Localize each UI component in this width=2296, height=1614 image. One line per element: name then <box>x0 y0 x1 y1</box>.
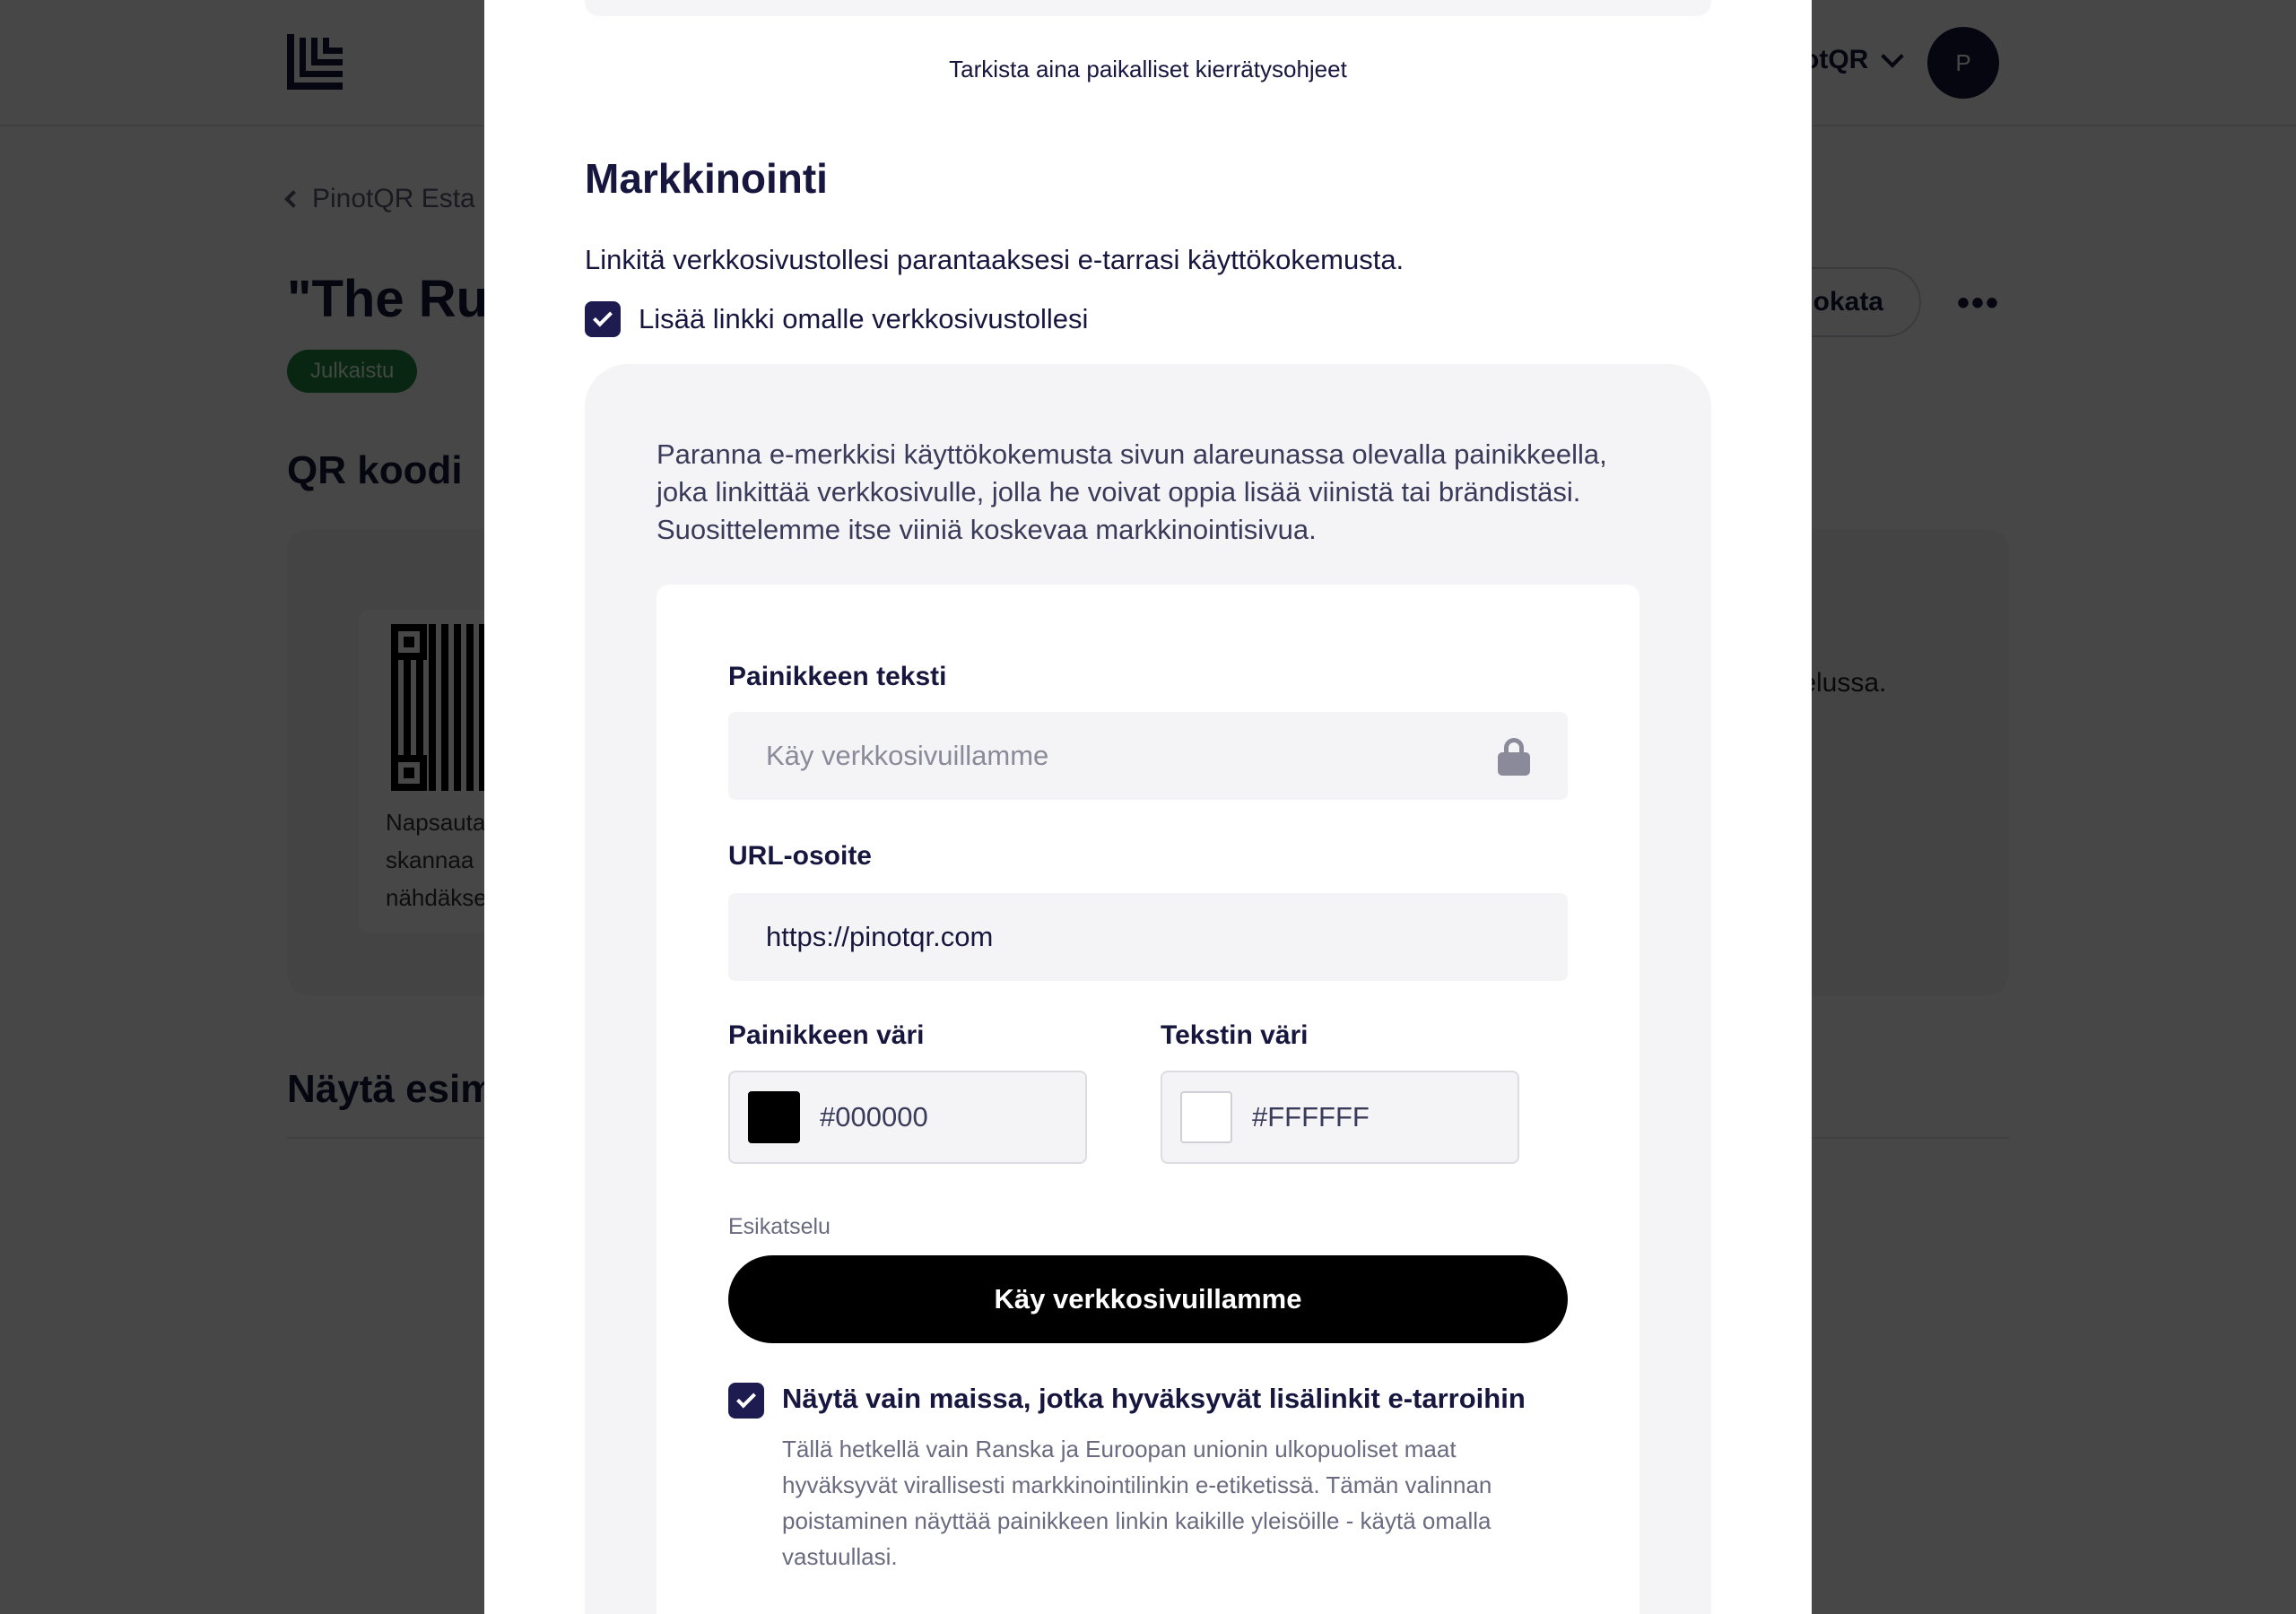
button-color-value: #000000 <box>820 1101 928 1132</box>
recycling-note: Tarkista aina paikalliset kierrätysohjeet <box>949 56 1347 82</box>
checkbox-checked[interactable] <box>728 1383 764 1419</box>
url-value: https://pinotqr.com <box>766 921 994 952</box>
countries-checkbox-description: Tällä hetkellä vain Ranska ja Euroopan unionin ulkopuoliset maat hyväksyvät virallisesti markkinointilinkin e-etiketissä. Tämän valinnan poistaminen näyttää painikkeen linkin kaikille yleisöille - käytä omalla vastuullasi. <box>782 1436 1492 1570</box>
section-description: Linkitä verkkosivustollesi parantaaksesi e-tarrasi käyttökokemusta. <box>585 244 1405 275</box>
section-title: Markkinointi <box>585 155 828 202</box>
button-settings-card <box>657 585 1639 1614</box>
checkbox-label[interactable]: Lisää linkki omalle verkkosivustollesi <box>639 303 1089 334</box>
countries-only-checkbox[interactable] <box>728 1383 764 1419</box>
checkmark-icon <box>736 1389 756 1409</box>
panel-description: Paranna e-merkkisi käyttökokemusta sivun alareunassa olevalla painikkeella, joka linkittää verkkosivulle, jolla he voivat oppia lisää viinistä tai brändistäsi. Suosittelemme itse viiniä koskevaa markkinointisivua. <box>657 438 1607 545</box>
button-text-placeholder: Käy verkkosivuillamme <box>766 740 1049 771</box>
button-text-input <box>728 712 1568 800</box>
preview-button[interactable]: Käy verkkosivuillamme <box>728 1255 1568 1343</box>
url-label: URL-osoite <box>728 841 872 871</box>
marketing-modal <box>484 0 1812 1614</box>
url-input[interactable] <box>728 893 1568 981</box>
lock-icon <box>1498 738 1530 774</box>
color-swatch[interactable] <box>748 1091 800 1143</box>
button-color-input[interactable] <box>728 1071 1087 1164</box>
previous-section-panel <box>585 0 1711 16</box>
checkmark-icon <box>593 308 613 327</box>
checkbox-checked[interactable] <box>585 301 621 337</box>
text-color-value: #FFFFFF <box>1252 1101 1370 1132</box>
preview-label: Esikatselu <box>728 1214 831 1239</box>
color-swatch[interactable] <box>1180 1091 1232 1143</box>
countries-checkbox-label[interactable]: Näytä vain maissa, jotka hyväksyvät lisälinkit e-tarroihin <box>782 1383 1526 1414</box>
button-color-label: Painikkeen väri <box>728 1020 925 1050</box>
add-website-link-checkbox[interactable] <box>585 301 1088 337</box>
button-text-label: Painikkeen teksti <box>728 662 947 691</box>
text-color-input[interactable] <box>1161 1071 1519 1164</box>
marketing-link-panel <box>585 364 1711 1614</box>
text-color-label: Tekstin väri <box>1161 1020 1309 1050</box>
